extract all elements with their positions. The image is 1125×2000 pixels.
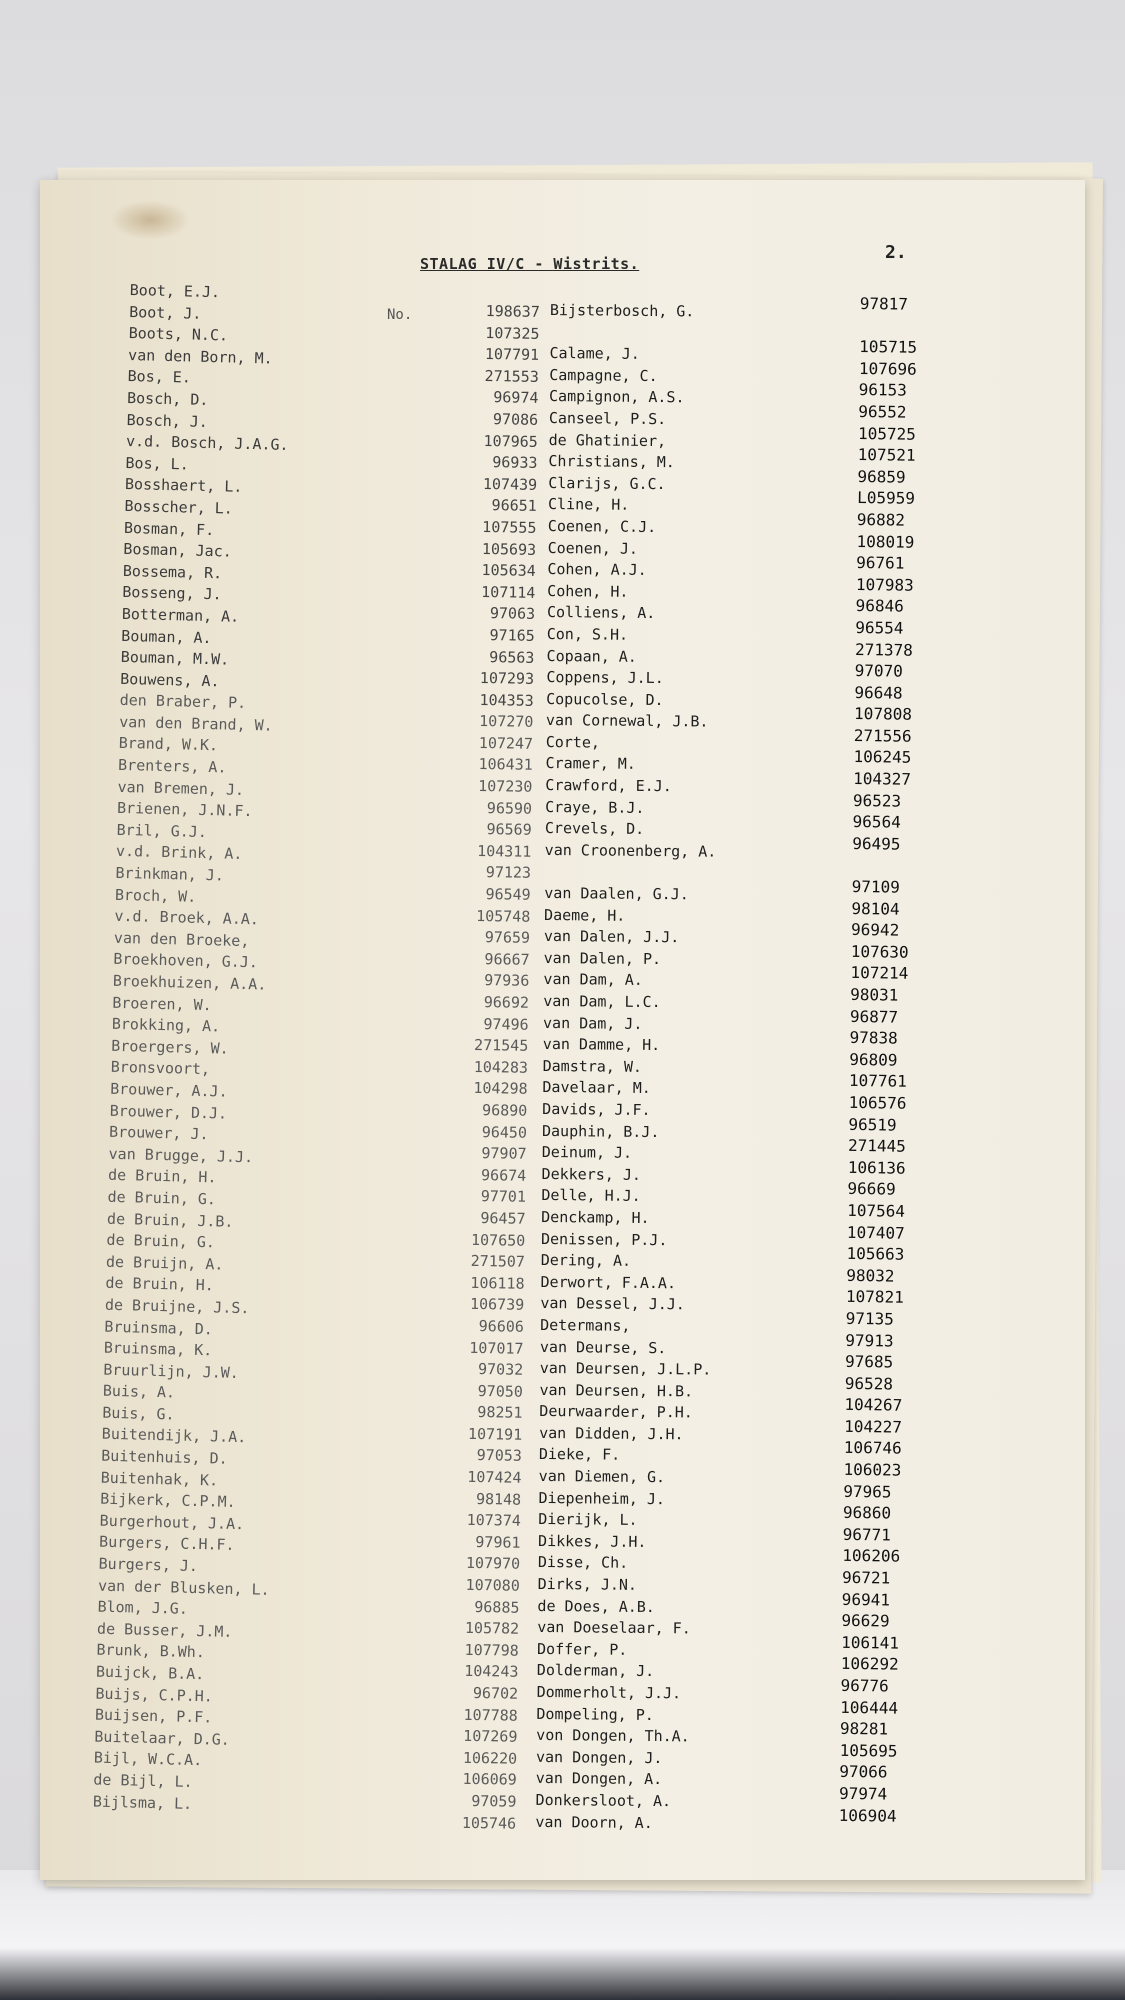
prisoner-name: Burgers, J.: [98, 1554, 199, 1576]
prisoner-name: Delle, H.J.: [541, 1186, 641, 1206]
prisoner-name: Brouwer, A.J.: [110, 1079, 228, 1101]
prisoner-name: Cohen, A.J.: [547, 560, 647, 580]
prisoner-number: 96495: [852, 833, 901, 854]
prisoner-number: 98032: [846, 1265, 895, 1286]
prisoner-name: Determans,: [540, 1315, 631, 1335]
prisoner-number: 96692: [483, 993, 530, 1012]
prisoner-number: 96523: [852, 790, 902, 811]
prisoner-name: den Braber, P.: [119, 691, 247, 713]
prisoner-number: 107696: [858, 358, 917, 379]
prisoner-name: van Didden, J.H.: [539, 1423, 684, 1444]
prisoner-number: 96563: [489, 647, 535, 667]
prisoner-name: de Ghatinier,: [548, 430, 667, 450]
prisoner-name: van den Broeke,: [113, 928, 250, 950]
prisoner-name: van Daalen, G.J.: [544, 884, 689, 904]
prisoner-name: Diepenheim, J.: [538, 1488, 666, 1508]
prisoner-name: Bril, G.J.: [116, 820, 208, 841]
prisoner-name: van Dalen, P.: [543, 948, 662, 968]
prisoner-number: 107080: [465, 1575, 520, 1595]
prisoner-number: 97059: [471, 1791, 517, 1811]
prisoner-number: 97050: [477, 1381, 524, 1401]
prisoner-name: Davids, J.F.: [542, 1099, 651, 1119]
prisoner-name: Con, S.H.: [546, 624, 629, 644]
prisoner-number: 96942: [850, 920, 900, 940]
prisoner-number: 96457: [480, 1209, 526, 1228]
prisoner-name: van Doorn, A.: [535, 1812, 653, 1832]
prisoner-number: 271553: [484, 366, 539, 386]
prisoner-name: Brouwer, J.: [108, 1122, 209, 1144]
prisoner-number: 97965: [843, 1481, 892, 1502]
prisoner-number: 106206: [842, 1546, 901, 1567]
prisoner-name: Buijs, C.P.H.: [95, 1684, 214, 1706]
prisoner-name: van Damme, H.: [542, 1035, 661, 1055]
prisoner-name: van Croonenberg, A.: [544, 840, 717, 861]
prisoner-name: de Bruin, H.: [105, 1274, 215, 1295]
prisoner-number: 96846: [855, 596, 904, 616]
prisoner-number: 107247: [478, 733, 534, 753]
prisoner-number: [859, 315, 917, 337]
prisoner-number: 271445: [847, 1136, 907, 1156]
prisoner-name: Brenters, A.: [117, 755, 227, 777]
prisoner-number: 97907: [481, 1144, 527, 1163]
prisoner-number: 96564: [852, 812, 901, 832]
name-list-left: [93, 280, 302, 1817]
prisoner-name: Brokking, A.: [111, 1014, 221, 1036]
prisoner-name: de Bruijne, J.S.: [104, 1295, 250, 1318]
prisoner-name: Brouwer, D.J.: [109, 1101, 228, 1123]
prisoner-number: 104298: [473, 1079, 528, 1099]
prisoner-name: Bosch, D.: [126, 388, 209, 409]
prisoner-name: van Diemen, G.: [538, 1467, 666, 1487]
prisoner-name: Bronsvoort,: [110, 1058, 211, 1079]
prisoner-name: Bosscher, L.: [124, 496, 234, 518]
prisoner-number: 96629: [841, 1611, 890, 1631]
prisoner-number: 96761: [856, 553, 905, 573]
name-list-right: [535, 300, 721, 1835]
prisoner-number: 98104: [851, 898, 900, 919]
prisoner-name: Buis, G.: [102, 1403, 175, 1424]
prisoner-number: 96974: [493, 388, 539, 408]
paper-stain: [110, 200, 190, 240]
prisoner-number: 97659: [484, 928, 531, 948]
prisoner-number: 97070: [854, 661, 904, 681]
prisoner-name: Dompeling, P.: [536, 1704, 654, 1724]
prisoner-number: 97063: [489, 604, 536, 624]
prisoner-name: Dierijk, L.: [538, 1510, 638, 1530]
prisoner-number: 108019: [856, 531, 915, 552]
prisoner-number: 96771: [842, 1524, 891, 1545]
prisoner-number: 105663: [846, 1244, 905, 1264]
prisoner-name: Deinum, J.: [541, 1143, 633, 1162]
prisoner-name: van Doeselaar, F.: [537, 1618, 691, 1638]
prisoner-number: 96877: [849, 1006, 899, 1027]
prisoner-number: [852, 854, 910, 876]
prisoner-name: de Bruin, H.: [107, 1166, 217, 1187]
prisoner-name: Brinkman, J.: [115, 863, 225, 885]
prisoner-name: Bouman, A.: [121, 626, 212, 647]
prisoner-number: 104353: [479, 690, 534, 710]
prisoner-number: 96153: [858, 380, 907, 401]
prisoner-number: 106220: [462, 1748, 518, 1768]
prisoner-name: Coenen, C.J.: [547, 516, 657, 536]
prisoner-name: Canseel, P.S.: [548, 408, 667, 429]
prisoner-number: 97053: [476, 1446, 522, 1466]
prisoner-name: Bijsterbosch, G.: [549, 300, 695, 321]
prisoner-name: van Dongen, A.: [535, 1769, 663, 1789]
prisoner-name: Burgerhout, J.A.: [99, 1511, 245, 1534]
prisoner-number: 107970: [465, 1554, 521, 1574]
prisoner-number: 106444: [840, 1697, 899, 1718]
prisoner-name: Botterman, A.: [121, 604, 240, 626]
prisoner-name: Boots, N.C.: [128, 324, 229, 345]
prisoner-number: 106292: [840, 1654, 899, 1675]
prisoner-number: 96721: [841, 1567, 891, 1588]
prisoner-name: van den Born, M.: [127, 345, 273, 368]
prisoner-number: 105693: [481, 539, 537, 559]
prisoner-name: Broch, W.: [114, 885, 197, 906]
prisoner-name: van der Blusken, L.: [97, 1576, 270, 1599]
prisoner-name: Bruurlijn, J.W.: [103, 1360, 240, 1382]
prisoner-name: van Dessel, J.J.: [540, 1294, 685, 1314]
prisoner-number: 96702: [472, 1684, 519, 1703]
prisoner-number: 107270: [479, 712, 534, 732]
prisoner-number: 96569: [486, 820, 532, 840]
prisoner-number: 97109: [851, 876, 901, 897]
prisoner-number: 96667: [484, 949, 530, 969]
prisoner-number: 271378: [854, 639, 913, 660]
prisoner-name: de Bruin, J.B.: [106, 1209, 234, 1231]
prisoner-name: Davelaar, M.: [542, 1078, 651, 1098]
prisoner-name: Bosseng, J.: [122, 583, 222, 604]
prisoner-number: L05959: [857, 488, 916, 509]
prisoner-name: van Dam, L.C.: [543, 991, 661, 1012]
prisoner-name: Disse, Ch.: [537, 1553, 629, 1573]
prisoner-name: Bos, E.: [127, 367, 192, 387]
prisoner-name: van Dalen, J.J.: [543, 927, 680, 947]
prisoner-name: van Dam, A.: [543, 970, 643, 990]
prisoner-name: Buis, A.: [102, 1381, 176, 1402]
prisoner-name: van Brugge, J.J.: [108, 1144, 254, 1167]
prisoner-name: van den Brand, W.: [118, 712, 273, 735]
prisoner-number: 198637: [485, 302, 540, 321]
prisoner-number: 106904: [838, 1805, 897, 1826]
prisoner-number: 271556: [853, 725, 912, 746]
prisoner-name: [550, 322, 722, 345]
prisoner-number: 106431: [478, 755, 533, 775]
prisoner-number: 107114: [481, 582, 536, 602]
prisoner-number: 97135: [845, 1308, 894, 1329]
prisoner-name: van Deursen, H.B.: [539, 1380, 694, 1401]
prisoner-name: Buijsen, P.F.: [94, 1705, 213, 1727]
prisoner-number: 271545: [473, 1036, 529, 1055]
prisoner-name: v.d. Brink, A.: [115, 842, 243, 864]
prisoner-number: 107191: [467, 1424, 523, 1444]
prisoner-name: Bosshaert, L.: [124, 475, 243, 497]
prisoner-number: 106746: [843, 1438, 902, 1459]
prisoner-number: 107214: [850, 963, 909, 984]
prisoner-name: Crevels, D.: [544, 819, 645, 839]
prisoner-name: Bosman, F.: [123, 518, 215, 539]
prisoner-name: de Bijl, L.: [93, 1770, 193, 1791]
prisoner-name: van Deursen, J.L.P.: [539, 1359, 712, 1379]
prisoner-number: 97685: [844, 1351, 894, 1372]
prisoner-number: 98281: [839, 1719, 889, 1739]
prisoner-name: Bruinsma, K.: [103, 1338, 213, 1360]
prisoner-name: v.d. Broek, A.A.: [114, 907, 260, 929]
prisoner-number: 98148: [475, 1489, 522, 1509]
prisoner-number: 97913: [845, 1330, 894, 1351]
prisoner-name: [544, 861, 716, 884]
prisoner-number: 107374: [466, 1511, 521, 1530]
prisoner-name: Bouman, M.W.: [120, 647, 230, 669]
prisoner-name: Buijck, B.A.: [95, 1662, 205, 1684]
prisoner-number: 106136: [847, 1157, 906, 1178]
prisoner-name: Bos, L.: [125, 453, 189, 474]
prisoner-name: Cramer, M.: [545, 754, 636, 774]
prisoner-name: Buitenhak, K.: [100, 1468, 219, 1490]
prisoner-number: 107424: [467, 1467, 522, 1487]
prisoner-number: 107439: [482, 474, 538, 494]
prisoner-number: 97838: [849, 1028, 898, 1048]
prisoner-number: 107798: [464, 1640, 519, 1660]
prisoner-number: 96554: [855, 617, 904, 638]
prisoner-number: 96860: [842, 1503, 892, 1523]
prisoner-name: Bijl, W.C.A.: [93, 1748, 203, 1770]
prisoner-name: Burgers, C.H.F.: [98, 1533, 235, 1555]
prisoner-number: 107761: [848, 1071, 907, 1092]
prisoner-number: 97032: [477, 1360, 524, 1379]
prisoner-name: Boot, E.J.: [129, 280, 221, 302]
prisoner-number: 106739: [469, 1295, 525, 1315]
prisoner-name: van Cornewal, J.B.: [545, 711, 709, 731]
prisoner-number: 104327: [853, 769, 912, 789]
document-title: STALAG IV/C - Wistrits.: [420, 255, 640, 273]
prisoner-number: 104283: [473, 1057, 529, 1077]
prisoner-name: Bruinsma, D.: [104, 1317, 213, 1338]
prisoner-number: 106118: [470, 1273, 525, 1293]
prisoner-name: Campignon, A.S.: [548, 387, 685, 407]
prisoner-name: Christians, M.: [548, 452, 675, 472]
prisoner-name: Calame, J.: [549, 344, 640, 364]
prisoner-number: 107630: [850, 941, 909, 962]
prisoner-name: Broekhuizen, A.A.: [112, 971, 267, 994]
prisoner-name: van Deurse, S.: [539, 1337, 667, 1357]
prisoner-name: Coenen, J.: [547, 538, 639, 558]
prisoner-number: 96674: [480, 1165, 527, 1185]
prisoner-number: 96669: [847, 1179, 896, 1199]
prisoner-number: 96519: [848, 1114, 897, 1135]
prisoner-number: 107821: [845, 1287, 904, 1308]
prisoner-name: Copaan, A.: [546, 646, 637, 666]
prisoner-number: 97123: [485, 863, 532, 883]
prisoner-number: 107230: [478, 777, 533, 796]
prisoner-name: von Dongen, Th.A.: [536, 1726, 690, 1746]
prisoner-number: 107407: [846, 1222, 905, 1243]
prisoner-name: Deurwaarder, P.H.: [539, 1402, 693, 1422]
prisoner-number: 96933: [492, 453, 538, 473]
prisoner-name: Brunk, B.Wh.: [96, 1640, 206, 1662]
prisoner-number: 106245: [853, 747, 912, 768]
prisoner-number: 96885: [474, 1597, 520, 1617]
prisoner-number: 104243: [464, 1662, 519, 1682]
prisoner-number: 97086: [492, 410, 539, 429]
prisoner-name: Broergers, W.: [111, 1036, 229, 1058]
prisoner-name: Bijkerk, C.P.M.: [99, 1489, 236, 1512]
prisoner-number: 107808: [853, 704, 913, 725]
prisoner-name: Blom, J.G.: [97, 1597, 189, 1619]
prisoner-name: Cline, H.: [547, 495, 630, 515]
prisoner-number: 97496: [483, 1014, 529, 1034]
prisoner-name: van Bremen, J.: [117, 777, 245, 799]
prisoner-name: Crawford, E.J.: [545, 776, 672, 796]
prisoner-name: Broeren, W.: [112, 993, 212, 1014]
prisoner-name: Buitelaar, D.G.: [94, 1727, 231, 1749]
prisoner-name: Broekhoven, G.J.: [113, 950, 259, 972]
prisoner-name: Derwort, F.A.A.: [540, 1272, 677, 1292]
prisoner-number: 107791: [484, 345, 540, 365]
prisoner-number: 105715: [859, 337, 918, 357]
prisoner-number: 96859: [857, 466, 906, 487]
prisoner-number: 97936: [484, 971, 530, 991]
prisoner-number: 96549: [485, 885, 531, 904]
prisoner-number: 107521: [857, 445, 916, 465]
prisoner-number: 107965: [483, 431, 538, 451]
prisoner-name: Bouwens, A.: [120, 669, 220, 690]
prisoner-name: Dieke, F.: [538, 1445, 621, 1465]
prisoner-number: 98031: [850, 984, 899, 1005]
prisoner-number: 96648: [854, 682, 903, 703]
prisoner-number: 104267: [844, 1395, 903, 1415]
prisoner-number: 96590: [486, 798, 533, 818]
prisoner-number: 96651: [491, 496, 537, 516]
prisoner-number: 107788: [463, 1705, 518, 1725]
prisoner-number: 96606: [478, 1316, 525, 1336]
prisoner-name: v.d. Bosch, J.A.G.: [125, 432, 289, 455]
prisoner-number: 107555: [482, 517, 537, 537]
prisoner-name: Doffer, P.: [536, 1639, 628, 1659]
prisoner-name: de Bruin, G.: [106, 1230, 216, 1252]
prisoner-name: Dering, A.: [540, 1251, 632, 1270]
prisoner-number: 96941: [841, 1589, 891, 1610]
prisoner-number: 96552: [858, 401, 907, 422]
prisoner-number: 97066: [839, 1762, 888, 1782]
prisoner-number: 107564: [847, 1200, 906, 1221]
prisoner-number: 107293: [479, 669, 535, 688]
prisoner-name: de Does, A.B.: [537, 1596, 655, 1616]
prisoner-number: 107017: [469, 1338, 524, 1358]
prisoner-name: de Bruin, G.: [107, 1187, 217, 1209]
number-list-right: [839, 293, 918, 1827]
prisoner-number: 104227: [844, 1416, 903, 1437]
prisoner-name: Brienen, J.N.F.: [116, 799, 253, 821]
prisoner-name: Daeme, H.: [544, 905, 626, 925]
prisoner-number: 105695: [839, 1740, 898, 1761]
prisoner-name: Bossema, R.: [122, 561, 223, 583]
prisoner-number: 96890: [481, 1101, 528, 1120]
prisoner-number: 97701: [480, 1187, 527, 1207]
prisoner-number: 98251: [477, 1403, 523, 1423]
prisoner-number: 106069: [462, 1770, 517, 1790]
prisoner-name: Denissen, P.J.: [540, 1229, 668, 1249]
prisoner-number: 97961: [475, 1532, 521, 1552]
prisoner-number: 96776: [840, 1675, 889, 1696]
prisoner-name: Buitenhuis, D.: [101, 1446, 228, 1468]
prisoner-number: 107269: [463, 1727, 518, 1746]
prisoner-name: Cohen, H.: [547, 581, 629, 601]
prisoner-name: van Dongen, J.: [535, 1747, 663, 1767]
prisoner-name: Damstra, W.: [542, 1056, 643, 1076]
prisoner-name: Clarijs, G.C.: [548, 473, 666, 493]
prisoner-number: 96528: [844, 1373, 894, 1394]
prisoner-number: 106576: [848, 1092, 907, 1113]
prisoner-number: 97817: [859, 293, 909, 314]
prisoner-number: 107325: [485, 323, 540, 343]
prisoner-number: 106141: [841, 1632, 900, 1653]
prisoner-number: 105782: [464, 1619, 520, 1638]
prisoner-name: Bosman, Jac.: [123, 540, 232, 561]
prisoner-name: Dekkers, J.: [541, 1164, 642, 1184]
prisoner-number: 96882: [856, 509, 906, 530]
number-label: No.: [387, 307, 413, 323]
prisoner-number: 107983: [855, 574, 914, 595]
prisoner-number: 271507: [470, 1252, 526, 1271]
page-number: 2.: [885, 242, 907, 263]
prisoner-name: Colliens, A.: [546, 603, 656, 623]
typed-document-page: [40, 180, 1085, 1880]
number-list-left: [396, 300, 540, 1835]
prisoner-name: Buitendijk, J.A.: [101, 1425, 247, 1447]
prisoner-name: Dommerholt, J.J.: [536, 1682, 682, 1703]
prisoner-number: 105748: [476, 906, 531, 926]
prisoner-name: Dauphin, B.J.: [541, 1121, 660, 1141]
prisoner-name: Corte,: [545, 732, 601, 752]
prisoner-name: Dikkes, J.H.: [538, 1531, 647, 1551]
prisoner-name: Bosch, J.: [126, 410, 209, 431]
prisoner-number: 107650: [470, 1230, 526, 1250]
prisoner-name: van Dam, J.: [542, 1013, 643, 1033]
prisoner-name: Copucolse, D.: [546, 689, 664, 709]
prisoner-number: 96809: [849, 1049, 898, 1070]
prisoner-number: 97974: [838, 1783, 888, 1804]
prisoner-name: de Busser, J.M.: [96, 1619, 233, 1641]
prisoner-name: Dirks, J.N.: [537, 1574, 638, 1594]
prisoner-number: 105725: [857, 423, 916, 444]
prisoner-name: Bijlsma, L.: [92, 1792, 193, 1813]
prisoner-number: 106023: [843, 1459, 902, 1480]
prisoner-name: Campagne, C.: [549, 365, 658, 385]
prisoner-number: 97165: [489, 626, 535, 645]
prisoner-number: 96450: [481, 1122, 528, 1142]
prisoner-name: Coppens, J.L.: [546, 668, 664, 688]
prisoner-name: de Bruijn, A.: [105, 1252, 224, 1274]
prisoner-name: Boot, J.: [129, 302, 202, 323]
prisoner-number: 105634: [481, 561, 536, 580]
prisoner-name: Brand, W.K.: [118, 734, 219, 755]
prisoner-name: Donkersloot, A.: [535, 1790, 672, 1811]
prisoner-number: 105746: [461, 1813, 517, 1833]
prisoner-number: 104311: [477, 841, 532, 861]
prisoner-name: Denckamp, H.: [541, 1207, 650, 1227]
prisoner-name: Dolderman, J.: [536, 1661, 655, 1681]
prisoner-name: Craye, B.J.: [545, 797, 645, 817]
